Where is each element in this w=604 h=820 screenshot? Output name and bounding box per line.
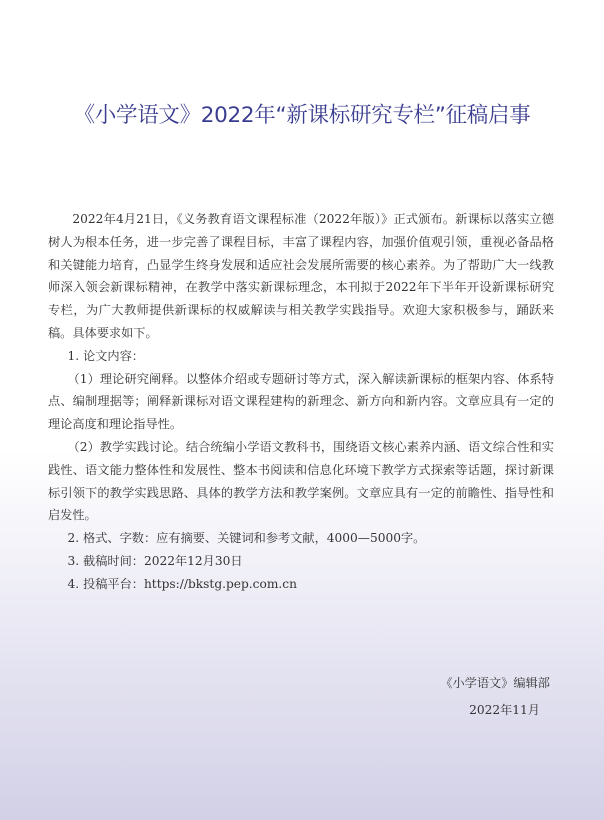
deadline: 3. 截稿时间：2022年12月30日 [67,553,243,568]
page-title: 《小学语文》2022年“新课标研究专栏”征稿启事 [73,103,531,128]
intro-paragraph: 2022年4月21日，《义务教育语文课程标准（2022年版）》正式颁布。新课标以落实立德树人为根本任务，进一步完善了课程目标，丰富了课程内容，加强价值观引领，重视必备品格和关键能力培育，凸显学生终身发展和适应社会发展所需要的核心素养。为了帮助广大一线教师深入领会新课标精神，在教学中落实新课标理念，本刊拟于2022年下半年开设新课标研究专栏，为广大教师提供新课标的权威解读与相关教学实践指导。欢迎大家积极参与，踊跃来稿。具体要求如下。 [48,212,555,340]
theory-paragraph: （1）理论研究阐释。以整体介绍或专题研讨等方式，深入解读新课标的框架内容、体系特点、编制理据等；阐释新课标对语文课程建构的新理念、新方向和新内容。文章应具有一定的理论高度和理论指导性。 [48,371,554,432]
practice-paragraph: （2）教学实践讨论。结合统编小学语文教科书，围绕语文核心素养内涵、语文综合性和实践性、语文能力整体性和发展性、整本书阅读和信息化环境下教学方式探索等话题，探讨新课标引领下的教学实践思路、具体的教学方法和教学案例。文章应具有一定的前瞻性、指导性和启发性。 [48,439,554,523]
signature-date: 2022年11月 [469,703,540,717]
submission-platform: 4. 投稿平台：https://bkstg.pep.com.cn [67,576,297,591]
format-requirement: 2. 格式、字数：应有摘要、关键词和参考文献，4000—5000字。 [67,531,426,546]
content-heading: 1. 论文内容： [67,348,144,363]
notice-body [48,208,554,596]
signature-department: 《小学语文》编辑部 [440,676,550,690]
